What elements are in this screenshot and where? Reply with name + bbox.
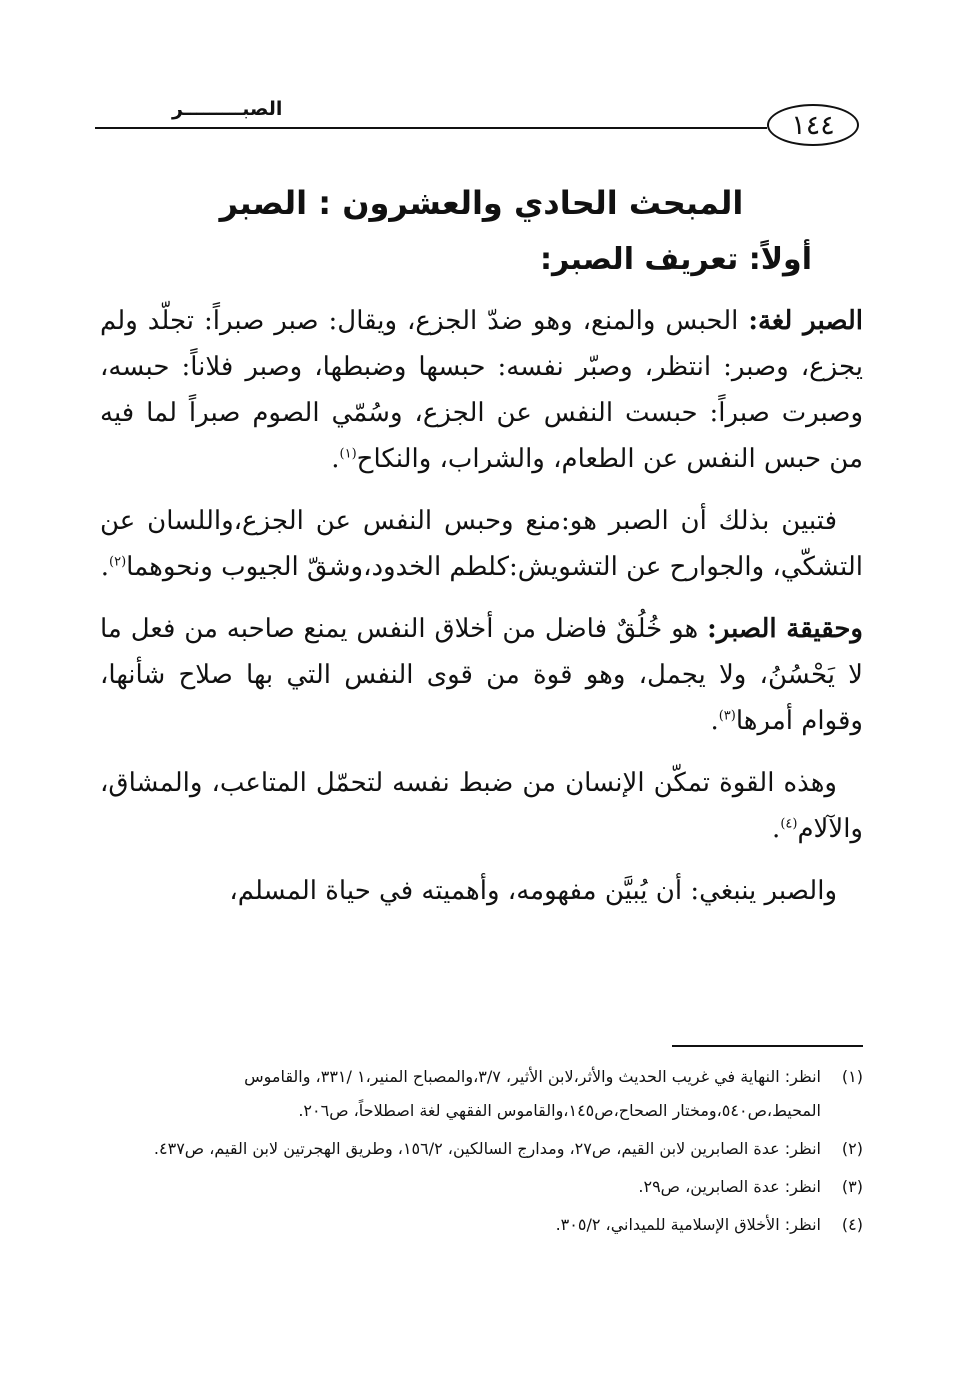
footnote-number: (٣) — [841, 1177, 863, 1196]
footnote-ref[interactable]: (٤) — [780, 816, 798, 832]
footnote-ref[interactable]: (٢) — [109, 554, 127, 570]
footnote-separator — [672, 1045, 863, 1047]
footnote-ref[interactable]: (٣) — [718, 708, 736, 724]
term-label: وحقيقة الصبر: — [707, 614, 863, 644]
paragraph-end: . — [331, 444, 340, 474]
footnote-number: (٤) — [841, 1215, 863, 1234]
section-title: أولاً: تعريف الصبر: — [539, 242, 812, 277]
paragraph-importance — [100, 868, 863, 914]
footnote-text: انظر: الأخلاق الإسلامية للميداني، ٣٠٥/٢. — [555, 1215, 821, 1234]
footnotes — [100, 1060, 863, 1246]
paragraph-definition-language — [100, 298, 863, 482]
paragraph-reality — [100, 606, 863, 744]
body-text — [100, 298, 863, 930]
term-label: الصبر لغة: — [748, 306, 864, 336]
footnote-number: (٢) — [841, 1139, 863, 1158]
paragraph-end: . — [100, 552, 110, 582]
paragraph-text: الحبس والمنع، وهو ضدّ الجزع، ويقال: صبر صبراً: تجلّد ولم يجزع، وصبر: انتظر، وصبّر نفسه: حبسها وضبطها، وصبر فلاناً: حبسه، وصبرت صبراً: حبست النفس عن الجزع، وسُمّي الصوم صبراً لما فيه من حبس النفس عن الطعام، والشراب، والنكاح — [100, 306, 863, 474]
footnote-item — [100, 1132, 863, 1166]
chapter-title: المبحث الحادي والعشرون : الصبر — [219, 184, 744, 222]
paragraph-text: وهذه القوة تمكّن الإنسان من ضبط نفسه لتحمّل المتاعب، والمشاق، والآلام — [100, 768, 863, 844]
paragraph-text: هو خُلُقٌ فاضل من أخلاق النفس يمنع صاحبه من فعل ما لا يَحْسُنُ، ولا يجمل، وهو قوة من قوى النفس التي بها صلاح شأنها، وقوام أمرها — [100, 614, 863, 736]
footnote-number: (١) — [841, 1067, 863, 1086]
paragraph-conclusion — [100, 498, 863, 590]
page-number: ١٤٤ — [767, 104, 859, 146]
running-header-title: الصبـــــــــر — [172, 98, 283, 120]
paragraph-text: فتبين بذلك أن الصبر هو:منع وحبس النفس عن الجزع،واللسان عن التشكّي، والجوارح عن التشويش:كلطم الخدود،وشقّ الجيوب ونحوهما — [100, 506, 863, 582]
footnote-ref[interactable]: (١) — [339, 446, 357, 462]
paragraph-end: . — [710, 706, 719, 736]
paragraph-text: والصبر ينبغي: أن يُبيَّن مفهومه، وأهميته في حياة المسلم، — [229, 876, 837, 906]
footnote-item — [100, 1170, 863, 1204]
paragraph-end: . — [772, 814, 781, 844]
header-rule — [95, 127, 767, 129]
footnote-text: انظر: النهاية في غريب الحديث والأثر،لابن الأثير، ٣/٧،والمصباح المنير،١ /٣٣١، والقاموس المحيط،ص٥٤٠،ومختار الصحاح،ص١٤٥،والقاموس الفقهي لغة اصطلاحاً، ص٢٠٦. — [244, 1067, 821, 1120]
footnote-text: انظر: عدة الصابرين، ص٢٩. — [638, 1177, 821, 1196]
footnote-item — [100, 1208, 863, 1242]
paragraph-strength — [100, 760, 863, 852]
footnote-text: انظر: عدة الصابرين لابن القيم، ص٢٧، ومدارج السالكين، ١٥٦/٢، وطريق الهجرتين لابن القيم، ص٤٣٧. — [153, 1139, 821, 1158]
footnote-item — [100, 1060, 863, 1128]
